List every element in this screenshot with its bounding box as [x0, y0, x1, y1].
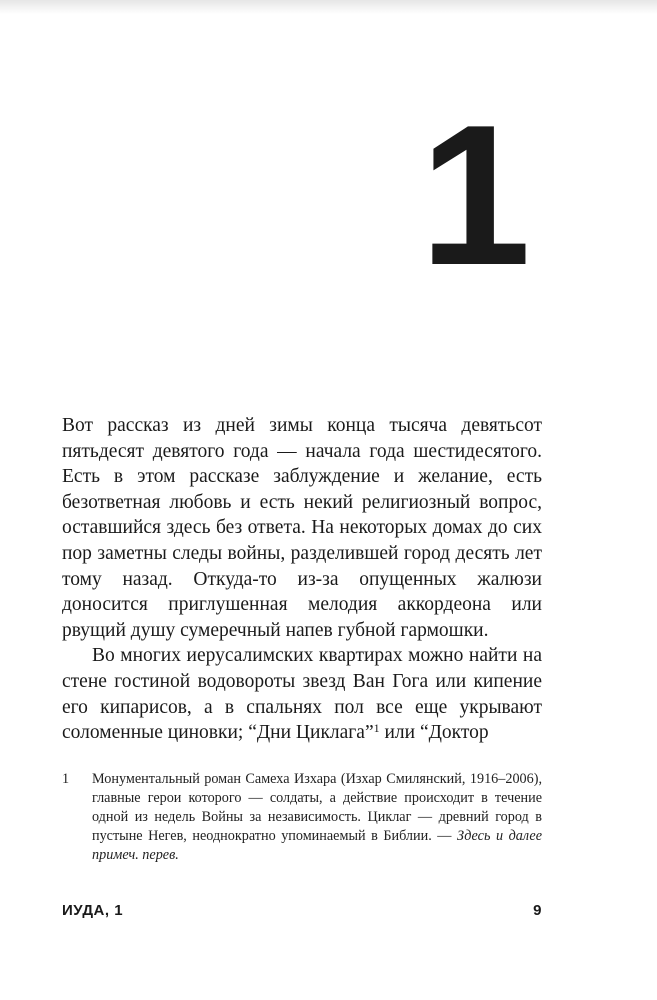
- page-number: 9: [533, 902, 542, 919]
- paragraph-2-continuation: или “Доктор: [379, 722, 489, 744]
- page-top-edge: [0, 0, 657, 14]
- paragraph-2-text: Во многих иерусалимских квартирах можно найти на стене гостиной водовороты звезд Ван Гога или кипение его кипарисов, а в спальнях пол все еще укрывают соломенные циновки; “Дни Циклага”: [62, 645, 542, 744]
- footnote: [62, 770, 542, 865]
- running-head: ИУДА, 1: [62, 902, 124, 919]
- footnote-reference[interactable]: 1: [373, 721, 380, 736]
- footnote-text-italic: Здесь и далее примеч. перев.: [92, 828, 542, 863]
- body-text: [62, 413, 542, 746]
- paragraph-1: Вот рассказ из дней зимы конца тысяча девятьсот пятьдесят девятого года — начала года шестидесятого. Есть в этом рассказе заблуждение и желание, есть безответная любовь и есть некий религиозный вопрос, оставшийся здесь без ответа. На некоторых домах до сих пор заметны следы войны, разделившей город десять лет тому назад. Откуда-то из-за опущенных жалюзи доносится приглушенная мелодия аккордеона или рвущий душу сумеречный напев губной гармошки.: [62, 415, 542, 641]
- footnote-text-main: Монументальный роман Самеха Изхара (Изхар Смилянский, 1916–2006), главные герои которого — солдаты, а действие происходит в течение одной из недель Войны за независимость. Циклаг — древний город в пустыне Негев, неоднократно упоминаемый в Библии. —: [92, 771, 542, 844]
- footnote-number: 1: [62, 771, 70, 787]
- chapter-number: 1: [419, 84, 531, 307]
- paragraph-2: [62, 643, 542, 745]
- page-footer: [62, 902, 542, 924]
- footnote-text: [92, 770, 542, 865]
